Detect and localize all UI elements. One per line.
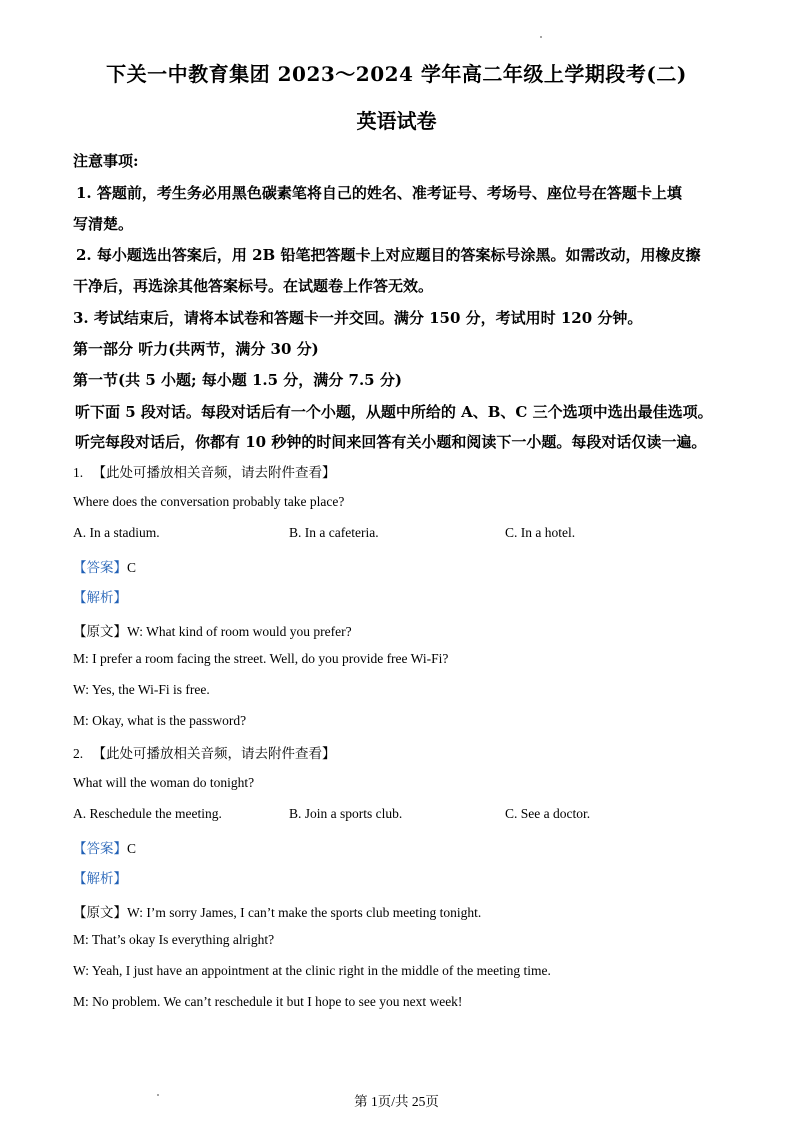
q2-option-c: C. See a doctor. [505,806,591,821]
q2-header [73,742,336,762]
q1-dialog-3: W: Yes, the Wi-Fi is free. [73,682,210,697]
q2-answer-value: C [127,841,137,856]
page-number: 第 1页/共 25页 [354,1094,439,1109]
q2-dialog-4: M: No problem. We can’t reschedule it but I hope to see you next week! [73,994,463,1009]
section-sub: 第一节(共 5 小题; 每小题 1.5 分，满分 7.5 分) [73,371,402,389]
q2-question: What will the woman do tonight? [73,775,255,790]
q1-audio-note: 【此处可播放相关音频，请去附件查看】 [92,465,336,480]
q2-option-a: A. Reschedule the meeting. [73,806,222,821]
q1-analysis-label: 【解析】 [73,590,127,605]
q2-dialog-line: W: I’m sorry James, I can’t make the sports club meeting tonight. [127,905,482,920]
instructions-2: 听完每段对话后，你都有 10 秒钟的时间来回答有关小题和阅读下一小题。每段对话仅读一遍。 [75,433,707,451]
note-3: 3. 考试结束后，请将本试卷和答题卡一并交回。满分 150 分，考试用时 120 分钟。 [73,309,643,327]
q2-dialog-3: W: Yeah, I just have an appointment at the clinic right in the middle of the meeting time. [73,963,551,978]
q2-option-b: B. Join a sports club. [289,806,403,821]
corner-mark [540,36,542,38]
q2-answer [73,837,136,857]
q2-number: 2. [73,746,84,761]
q2-analysis-label: 【解析】 [73,871,127,886]
q1-question: Where does the conversation probably take place? [73,494,345,509]
note-1-cont: 写清楚。 [73,215,134,233]
q2-dialog-2: M: That’s okay Is everything alright? [73,932,275,947]
q1-dialog-line: W: What kind of room would you prefer? [127,624,352,639]
q1-number: 1. [73,465,84,480]
instructions-1: 听下面 5 段对话。每段对话后有一个小题，从题中所给的 A、B、C 三个选项中选出最佳选项。 [75,403,713,421]
answer-label: 【答案】 [73,841,127,856]
q2-dialog-1 [73,901,481,921]
q1-option-a: A. In a stadium. [73,525,160,540]
page-subtitle: 英语试卷 [356,109,437,133]
original-label: 【原文】 [73,624,127,639]
q1-dialog-2: M: I prefer a room facing the street. Well, do you provide free Wi-Fi? [73,651,449,666]
page-title: 下关一中教育集团 2023～2024 学年高二年级上学期段考(二) [106,62,687,86]
q1-option-b: B. In a cafeteria. [289,525,379,540]
answer-label: 【答案】 [73,560,127,575]
q1-header [73,461,336,481]
note-2: 2. 每小题选出答案后，用 2B 铅笔把答题卡上对应题目的答案标号涂黑。如需改动，用橡皮擦 [76,246,701,264]
note-2-cont: 干净后，再选涂其他答案标号。在试题卷上作答无效。 [73,277,434,295]
q1-answer [73,556,136,576]
notes-heading: 注意事项: [73,152,139,170]
note-1: 1. 答题前，考生务必用黑色碳素笔将自己的姓名、准考证号、考场号、座位号在答题卡上填 [76,184,682,202]
q2-audio-note: 【此处可播放相关音频，请去附件查看】 [92,746,336,761]
q1-option-c: C. In a hotel. [505,525,576,540]
section-part: 第一部分 听力(共两节，满分 30 分) [73,340,319,358]
q1-dialog-4: M: Okay, what is the password? [73,713,247,728]
original-label: 【原文】 [73,905,127,920]
q1-answer-value: C [127,560,137,575]
q1-dialog-1 [73,620,352,640]
